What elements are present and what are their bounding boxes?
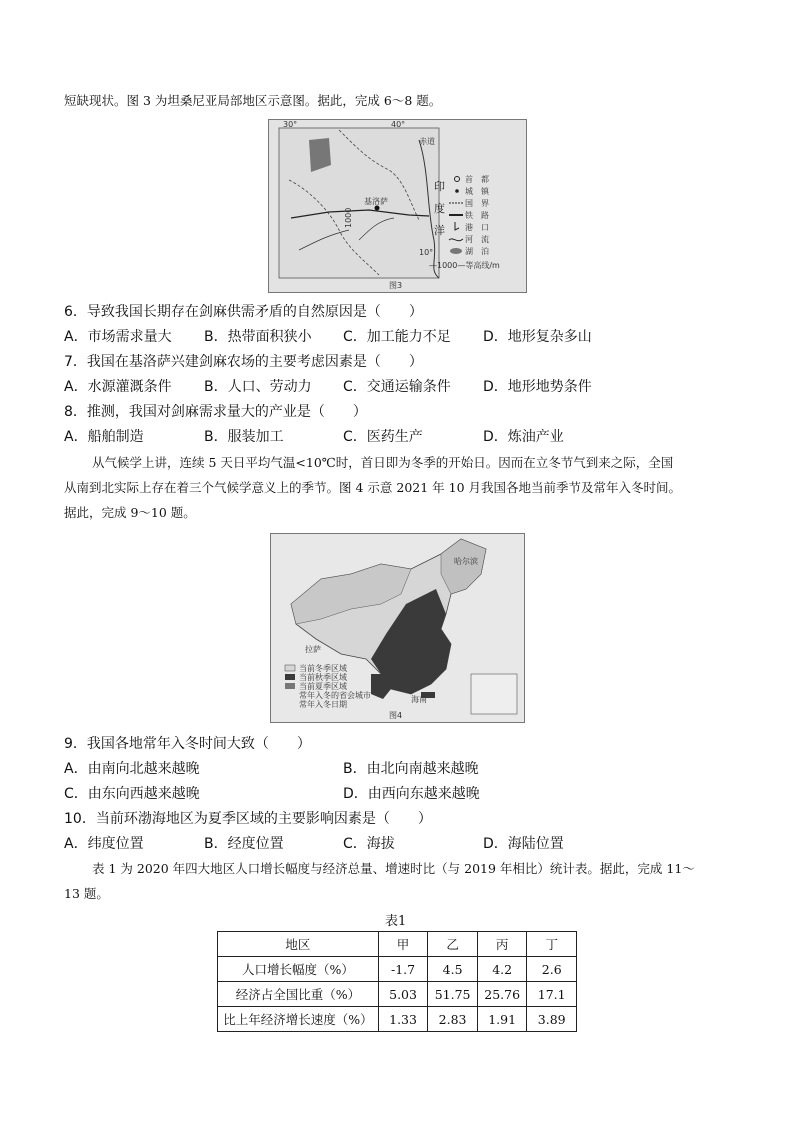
table-1 (217, 931, 577, 1032)
q8-stem: 8．推测，我国对剑麻需求量大的产业是（ ） (64, 404, 367, 420)
legend-summer: 当前夏季区域 (299, 682, 347, 691)
cell: 51.75 (428, 982, 478, 1007)
cell: 1.91 (477, 1007, 527, 1032)
table-row (218, 1007, 577, 1032)
contour-label: 1000 (344, 207, 353, 228)
legend-contour: —1000—等高线/m (429, 261, 500, 270)
cell: 1.33 (378, 1007, 428, 1032)
q9-option-b[interactable]: B．由北向南越来越晚 (343, 761, 479, 777)
q8-option-d[interactable]: D．炼油产业 (483, 429, 564, 445)
cell: -1.7 (378, 957, 428, 982)
label-hainan: 海南 (411, 695, 427, 704)
ocean-char-2: 度 (434, 202, 445, 215)
cell: 2.83 (428, 1007, 478, 1032)
header-jia: 甲 (378, 932, 428, 957)
legend-lake: 湖 泊 (465, 247, 489, 256)
header-ding: 丁 (527, 932, 577, 957)
header-yi: 乙 (428, 932, 478, 957)
q8-option-b[interactable]: B．服装加工 (204, 429, 284, 445)
legend-town: 城 镇 (465, 187, 489, 196)
q6-stem: 6．导致我国长期存在剑麻供需矛盾的自然原因是（ ） (64, 304, 423, 320)
cell: 17.1 (527, 982, 577, 1007)
intro-text-table1-line1: 表 1 为 2020 年四大地区人口增长幅度与经济总量、增速时比（与 2019 年相比）统计表。据此，完成 11～ (92, 861, 695, 876)
q7-option-a[interactable]: A．水源灌溉条件 (64, 379, 172, 395)
cell: 25.76 (477, 982, 527, 1007)
q10-option-d[interactable]: D．海陆位置 (483, 836, 564, 852)
cell: 3.89 (527, 1007, 577, 1032)
town-marker (375, 206, 380, 211)
legend-border: 国 界 (465, 199, 489, 208)
table-header-row (218, 932, 577, 957)
cell: 2.6 (527, 957, 577, 982)
q9-option-a[interactable]: A．由南向北越来越晚 (64, 761, 200, 777)
q7-option-b[interactable]: B．人口、劳动力 (204, 379, 312, 395)
cell: 4.5 (428, 957, 478, 982)
q6-option-a[interactable]: A．市场需求量大 (64, 329, 172, 345)
header-region: 地区 (218, 932, 379, 957)
row-label: 比上年经济增长速度（%） (218, 1007, 379, 1032)
label-harbin: 哈尔滨 (454, 557, 478, 566)
q7-option-d[interactable]: D．地形地势条件 (483, 379, 592, 395)
q7-option-c[interactable]: C．交通运输条件 (343, 379, 451, 395)
q7-stem: 7．我国在基洛萨兴建剑麻农场的主要考虑因素是（ ） (64, 354, 423, 370)
cell: 4.2 (477, 957, 527, 982)
table1-caption: 表1 (385, 914, 407, 929)
q6-option-b[interactable]: B．热带面积狭小 (204, 329, 312, 345)
equator-label: 赤道 (419, 137, 435, 146)
legend-capital-city: 常年入冬的省会城市 (299, 691, 371, 700)
intro-text-fig4-line2: 从南到北实际上存在着三个气候学意义上的季节。图 4 示意 2021 年 10 月我国各地当前季节及常年入冬时间。 (64, 480, 682, 495)
fig4-caption: 图4 (389, 711, 403, 720)
row-label: 人口增长幅度（%） (218, 957, 379, 982)
legend-winter: 当前冬季区域 (299, 664, 347, 673)
cell: 5.03 (378, 982, 428, 1007)
intro-text-fig3: 短缺现状。图 3 为坦桑尼亚局部地区示意图。据此，完成 6～8 题。 (64, 93, 442, 108)
q6-option-d[interactable]: D．地形复杂多山 (483, 329, 592, 345)
lat-label: 10° (419, 248, 434, 257)
city-label: 基洛萨 (364, 197, 388, 206)
lon-left-label: 30° (283, 120, 298, 129)
legend-winter-date: 常年入冬日期 (299, 700, 347, 709)
legend-railway: 铁 路 (465, 211, 489, 220)
intro-text-table1-line2: 13 题。 (64, 886, 109, 901)
figure-4-china-map (270, 533, 525, 723)
legend-river: 河 流 (465, 235, 489, 244)
table-row (218, 982, 577, 1007)
table-row (218, 957, 577, 982)
q10-stem: 10．当前环渤海地区为夏季区域的主要影响因素是（ ） (64, 811, 432, 827)
q10-option-c[interactable]: C．海拔 (343, 836, 395, 852)
ocean-char-3: 洋 (434, 224, 445, 237)
ocean-char-1: 印 (434, 180, 445, 193)
legend-port: 港 口 (465, 223, 489, 232)
fig3-caption: 图3 (389, 281, 403, 290)
q9-stem: 9．我国各地常年入冬时间大致（ ） (64, 736, 311, 752)
figure-3-map (268, 119, 527, 293)
intro-text-fig4-line1: 从气候学上讲，连续 5 天日平均气温<10℃时，首日即为冬季的开始日。因而在立冬节气到来之际，全国 (92, 455, 674, 470)
header-bing: 丙 (477, 932, 527, 957)
legend-capital: 首 都 (465, 175, 489, 184)
intro-text-fig4-line3: 据此，完成 9～10 题。 (64, 505, 196, 520)
china-season-map-graphic (271, 534, 524, 722)
q10-option-a[interactable]: A．纬度位置 (64, 836, 144, 852)
q6-option-c[interactable]: C．加工能力不足 (343, 329, 451, 345)
legend-autumn: 当前秋季区域 (299, 673, 347, 682)
lon-right-label: 40° (391, 120, 406, 129)
q8-option-c[interactable]: C．医药生产 (343, 429, 423, 445)
q9-option-c[interactable]: C．由东向西越来越晚 (64, 786, 200, 802)
q10-option-b[interactable]: B．经度位置 (204, 836, 284, 852)
label-lhasa: 拉萨 (305, 645, 321, 654)
q9-option-d[interactable]: D．由西向东越来越晚 (343, 786, 480, 802)
row-label: 经济占全国比重（%） (218, 982, 379, 1007)
q8-option-a[interactable]: A．船舶制造 (64, 429, 144, 445)
tanzania-map-graphic (269, 120, 526, 292)
